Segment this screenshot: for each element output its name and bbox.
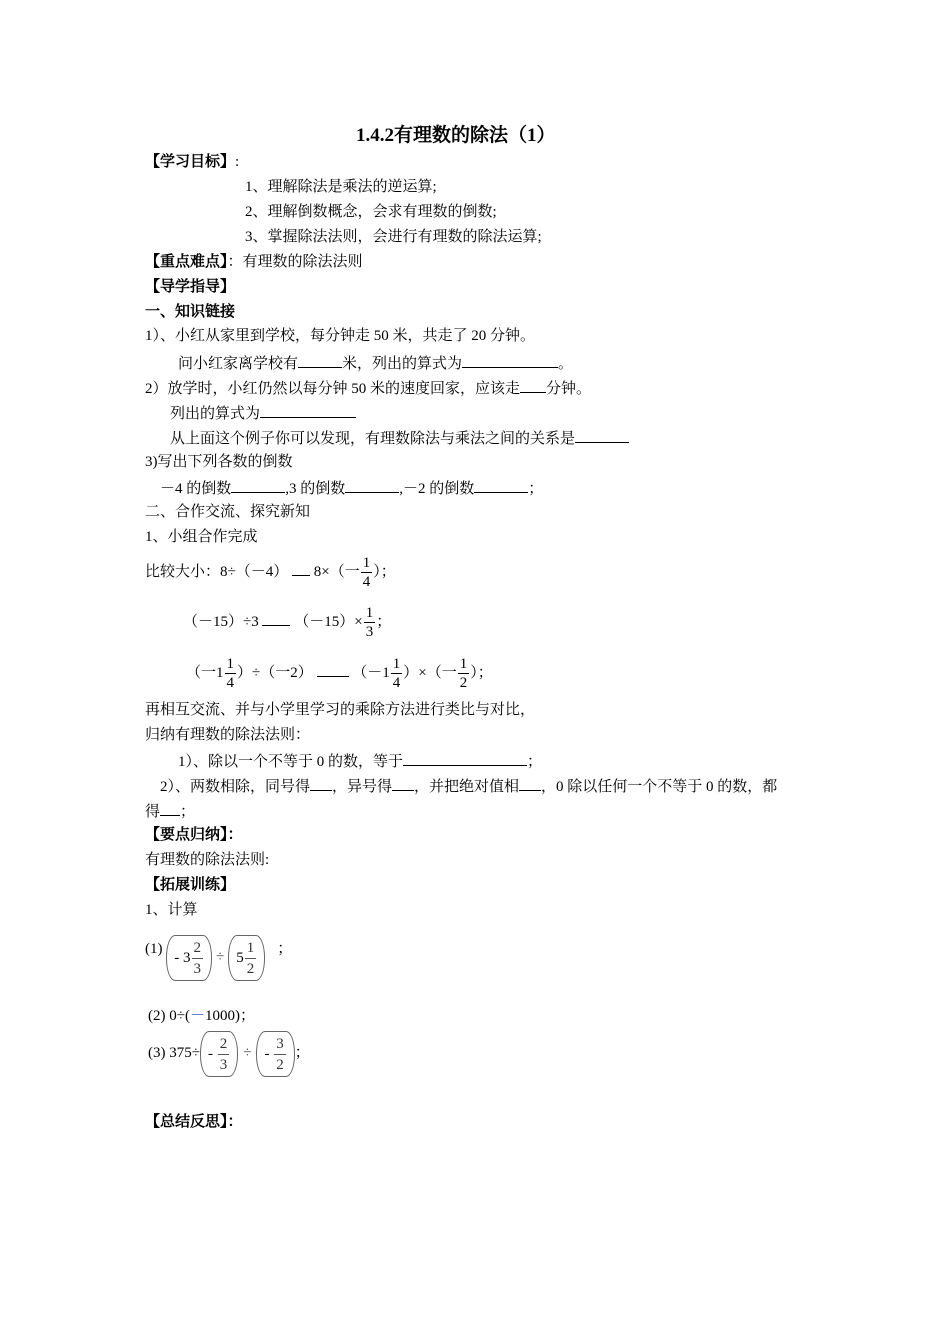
fraction: $\frac{1}{4}$ bbox=[362, 555, 371, 591]
fraction: $\frac{2}{3}$ bbox=[193, 939, 201, 977]
blank[interactable] bbox=[575, 427, 629, 443]
guide-heading: 【导学指导】 bbox=[145, 279, 236, 295]
fraction: $\frac{1}{3}$ bbox=[365, 605, 374, 641]
blank[interactable] bbox=[317, 661, 349, 677]
summarize-line: 归纳有理数的除法法则： bbox=[145, 727, 311, 743]
exchange-line: 再相互交流、并与小学里学习的乘除方法进行类比与对比， bbox=[145, 702, 536, 718]
blank[interactable] bbox=[262, 610, 290, 626]
goal-item-2: 2、理解倒数概念，会求有理数的倒数; bbox=[245, 204, 497, 220]
blank[interactable] bbox=[519, 775, 541, 791]
problem-2: (2) 0÷(－1000)； bbox=[148, 1008, 255, 1024]
problem-1: (1) - 3 $\frac{2}{3}$ ÷ 5 $\frac{1}{2}$ ； bbox=[145, 934, 292, 981]
rule-2-continued: 得 ； bbox=[145, 800, 195, 822]
parenthesis-group: - 3 $\frac{2}{3}$ bbox=[166, 935, 212, 981]
fraction: $\frac{2}{3}$ bbox=[219, 1035, 228, 1073]
blank[interactable] bbox=[403, 750, 527, 766]
compare-3: （一1 $\frac{1}{4}$ ）÷（一2） （－1 $\frac{1}{4}$ ）×（一 $\frac{1}{2}$ ）； bbox=[186, 656, 493, 692]
reflection-heading: 【总结反思】： bbox=[145, 1114, 243, 1130]
blank[interactable] bbox=[260, 402, 356, 418]
section-2-heading: 二、合作交流、探究新知 bbox=[145, 504, 311, 520]
summary-text: 有理数的除法法则: bbox=[145, 852, 270, 868]
blank[interactable] bbox=[392, 775, 414, 791]
fraction: $\frac{3}{2}$ bbox=[276, 1035, 284, 1073]
blank[interactable] bbox=[474, 477, 528, 493]
compare-2: （－15）÷3 （－15）× $\frac{1}{3}$ ； bbox=[183, 605, 392, 641]
blank[interactable] bbox=[298, 352, 342, 368]
summary-heading: 【要点归纳】： bbox=[145, 827, 243, 843]
blank[interactable] bbox=[462, 352, 558, 368]
rule-2: 2）、两数相除，同号得 ，异号得 ，并把绝对值相 ，0 除以任何一个不等于 0 的数，都 bbox=[160, 775, 777, 797]
fraction: $\frac{1}{4}$ bbox=[226, 656, 235, 692]
question-3-reciprocals: －4 的倒数 ,3 的倒数 ,－2 的倒数 ； bbox=[160, 477, 543, 499]
parenthesis-group: - $\frac{2}{3}$ bbox=[200, 1031, 238, 1077]
parenthesis-group: - $\frac{3}{2}$ bbox=[256, 1031, 294, 1077]
blank[interactable] bbox=[310, 775, 332, 791]
calc-heading: 1、计算 bbox=[145, 902, 198, 918]
extension-heading: 【拓展训练】 bbox=[145, 877, 236, 893]
fraction: $\frac{1}{2}$ bbox=[459, 656, 468, 692]
key-points-line: 【重点难点】：有理数的除法法则 bbox=[145, 254, 363, 270]
question-1: 1）、小红从家里到学校，每分钟走 50 米，共走了 20 分钟。 bbox=[145, 328, 536, 344]
question-2-formula: 列出的算式为 bbox=[170, 402, 356, 424]
question-2: 2）放学时，小红仍然以每分钟 50 米的速度回家，应该走 分钟。 bbox=[145, 377, 591, 399]
rule-1: 1）、除以一个不等于 0 的数，等于 ； bbox=[178, 750, 542, 772]
goal-item-1: 1、理解除法是乘法的逆运算; bbox=[245, 179, 437, 195]
group-work-heading: 1、小组合作完成 bbox=[145, 529, 258, 545]
fraction: $\frac{1}{4}$ bbox=[392, 656, 401, 692]
question-1-blanks: 问小红家离学校有 米，列出的算式为 。 bbox=[178, 352, 573, 374]
knowledge-link-heading: 一、知识链接 bbox=[145, 304, 236, 320]
blank[interactable] bbox=[292, 560, 310, 576]
blank[interactable] bbox=[160, 800, 180, 816]
question-3: 3)写出下列各数的倒数 bbox=[145, 454, 293, 470]
blank[interactable] bbox=[345, 477, 399, 493]
learning-goals-heading: 【学习目标】: bbox=[145, 154, 240, 170]
page-title: 1.4.2有理数的除法（1） bbox=[356, 125, 556, 146]
fraction: $\frac{1}{2}$ bbox=[246, 939, 255, 977]
problem-3: (3) 375÷ - $\frac{2}{3}$ ÷ - $\frac{3}{2}$ ； bbox=[148, 1030, 310, 1077]
blank[interactable] bbox=[231, 477, 285, 493]
parenthesis-group: 5 $\frac{1}{2}$ bbox=[228, 935, 265, 981]
question-2-relation: 从上面这个例子你可以发现，有理数除法与乘法之间的关系是 bbox=[170, 427, 629, 449]
goal-item-3: 3、掌握除法法则，会进行有理数的除法运算; bbox=[245, 229, 542, 245]
blank[interactable] bbox=[520, 377, 546, 393]
compare-1: 比较大小：8÷（－4） 8×（一 $\frac{1}{4}$ ）； bbox=[145, 555, 396, 591]
